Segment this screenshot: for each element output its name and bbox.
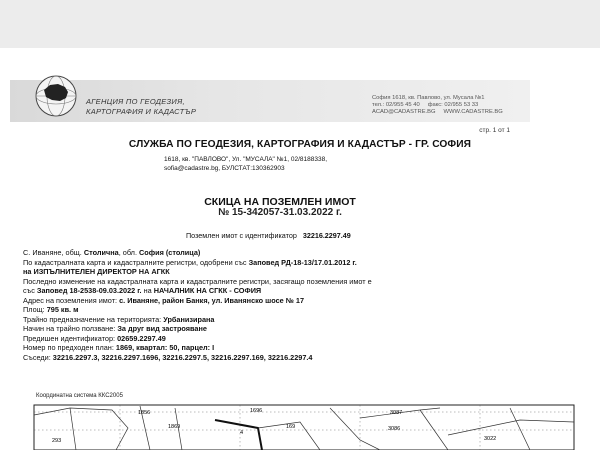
service-contact: sofia@cadastre.bg, БУЛСТАТ:130362903: [164, 164, 285, 172]
page-number: стр. 1 от 1: [479, 127, 510, 134]
purpose-label: Трайно предназначение на територията:: [23, 314, 162, 324]
neighbors-line: [23, 353, 583, 363]
top-gray-band: [0, 0, 600, 48]
parcel-boundary: [330, 408, 380, 450]
plot-address-line: [23, 296, 583, 306]
neighbors-label: Съседи:: [23, 352, 51, 362]
area-label: Площ:: [23, 305, 45, 314]
plot-identifier-value: 32216.2297.49: [302, 231, 351, 240]
purpose-value: Урбанизирана: [163, 314, 215, 324]
map-label: 3022: [484, 436, 497, 442]
document-title: СКИЦА НА ПОЗЕМЛЕН ИМОТ: [204, 196, 356, 208]
service-address: 1618, кв. "ПАВЛОВО", Ул. "МУСАЛА" №1, 02/8188338,: [164, 156, 328, 163]
agency-web: WWW.CADASTRE.BG: [443, 109, 503, 116]
plan-number-line: [23, 343, 583, 353]
plot-details: [23, 248, 583, 362]
map-label: 3086: [388, 426, 401, 432]
parcel-boundary: [510, 408, 530, 450]
agency-contacts: [372, 95, 503, 117]
area-line: [23, 305, 583, 315]
map-label: 1696: [250, 408, 263, 414]
purpose-line: [23, 315, 583, 325]
approval-line: [23, 258, 583, 268]
map-label: 4: [240, 430, 244, 436]
previous-id-line: [23, 334, 583, 344]
agency-fax: факс: 02/955 53 33: [427, 102, 479, 109]
plot-address-label: Адрес на поземления имот:: [23, 295, 118, 305]
area-value: 795 кв. м: [46, 305, 79, 314]
approval-text: По кадастралната карта и кадастралните регистри, одобрени със: [23, 257, 247, 267]
agency-name: [86, 97, 196, 117]
municipality: Столична: [83, 248, 119, 257]
last-change-order: Заповед 18-2538-09.03.2022 г.: [36, 286, 142, 295]
previous-id-label: Предишен идентификатор:: [23, 333, 116, 343]
parcel-boundary: [420, 410, 448, 450]
plot-identifier-line: [186, 231, 351, 240]
plot-identifier-label: Поземлен имот с идентификатор: [186, 231, 297, 240]
agency-tel: тел.: 02/955 45 40: [372, 102, 420, 109]
agency-name-line2: КАРТОГРАФИЯ И КАДАСТЪР: [86, 107, 197, 116]
document-number: № 15-342057-31.03.2022 г.: [218, 207, 342, 218]
last-change-order-line: [23, 286, 583, 296]
location-line: [23, 248, 583, 258]
cadastral-map: [0, 400, 600, 450]
parcel-boundary: [34, 408, 128, 450]
agency-logo-icon: [32, 72, 80, 120]
region-prefix: , обл.: [118, 248, 137, 257]
approval-by: на ИЗПЪЛНИТЕЛЕН ДИРЕКТОР НА АГКК: [23, 267, 170, 276]
use-value: За друг вид застрояване: [117, 324, 207, 333]
map-label: 1856: [138, 410, 151, 416]
last-change-by-prefix: на: [143, 286, 152, 295]
approval-order: Заповед РД-18-13/17.01.2012 г.: [248, 257, 357, 267]
approval-by-line: [23, 267, 583, 277]
service-name: СЛУЖБА ПО ГЕОДЕЗИЯ, КАРТОГРАФИЯ И КАДАСТЪР - ГР. СОФИЯ: [128, 139, 472, 150]
agency-email: ACAD@CADASTRE.BG: [372, 109, 436, 116]
use-label: Начин на трайно ползване:: [23, 324, 116, 333]
neighbors-value: 32216.2297.3, 32216.2297.1696, 32216.2297.5, 32216.2297.169, 32216.2297.4: [52, 352, 313, 362]
last-change-by: НАЧАЛНИК НА СГКК - СОФИЯ: [153, 286, 262, 295]
subject-plot-boundary: [215, 420, 262, 450]
agency-name-line1: АГЕНЦИЯ ПО ГЕОДЕЗИЯ,: [86, 97, 185, 106]
parcel-boundary: [448, 420, 574, 435]
map-label: 293: [52, 438, 62, 444]
region: София (столица): [139, 248, 201, 257]
map-label: 169: [286, 424, 296, 430]
agency-address: София 1618, кв. Павлово, ул. Мусала №1: [372, 95, 485, 101]
plot-address-value: с. Иваняне, район Банкя, ул. Иванянско шосе № 17: [119, 295, 305, 305]
map-label: 3087: [390, 410, 403, 416]
plan-number-value: 1869, квартал: 50, парцел: I: [115, 343, 215, 352]
last-change-line: Последно изменение на кадастралната карта и кадастралните регистри, засягащо поземления имот е: [23, 276, 372, 286]
location-prefix: С. Иваняне, общ.: [23, 248, 82, 257]
use-line: [23, 324, 583, 334]
plan-number-label: Номер по предходен план:: [23, 343, 114, 352]
previous-id-value: 02659.2297.49: [117, 333, 166, 343]
map-label: 1869: [168, 424, 181, 430]
coordinate-system: Координатна система ККС2005: [36, 393, 123, 399]
service-address-block: [164, 156, 327, 173]
last-change-prefix: със: [23, 286, 35, 295]
parcel-boundary: [70, 408, 76, 450]
